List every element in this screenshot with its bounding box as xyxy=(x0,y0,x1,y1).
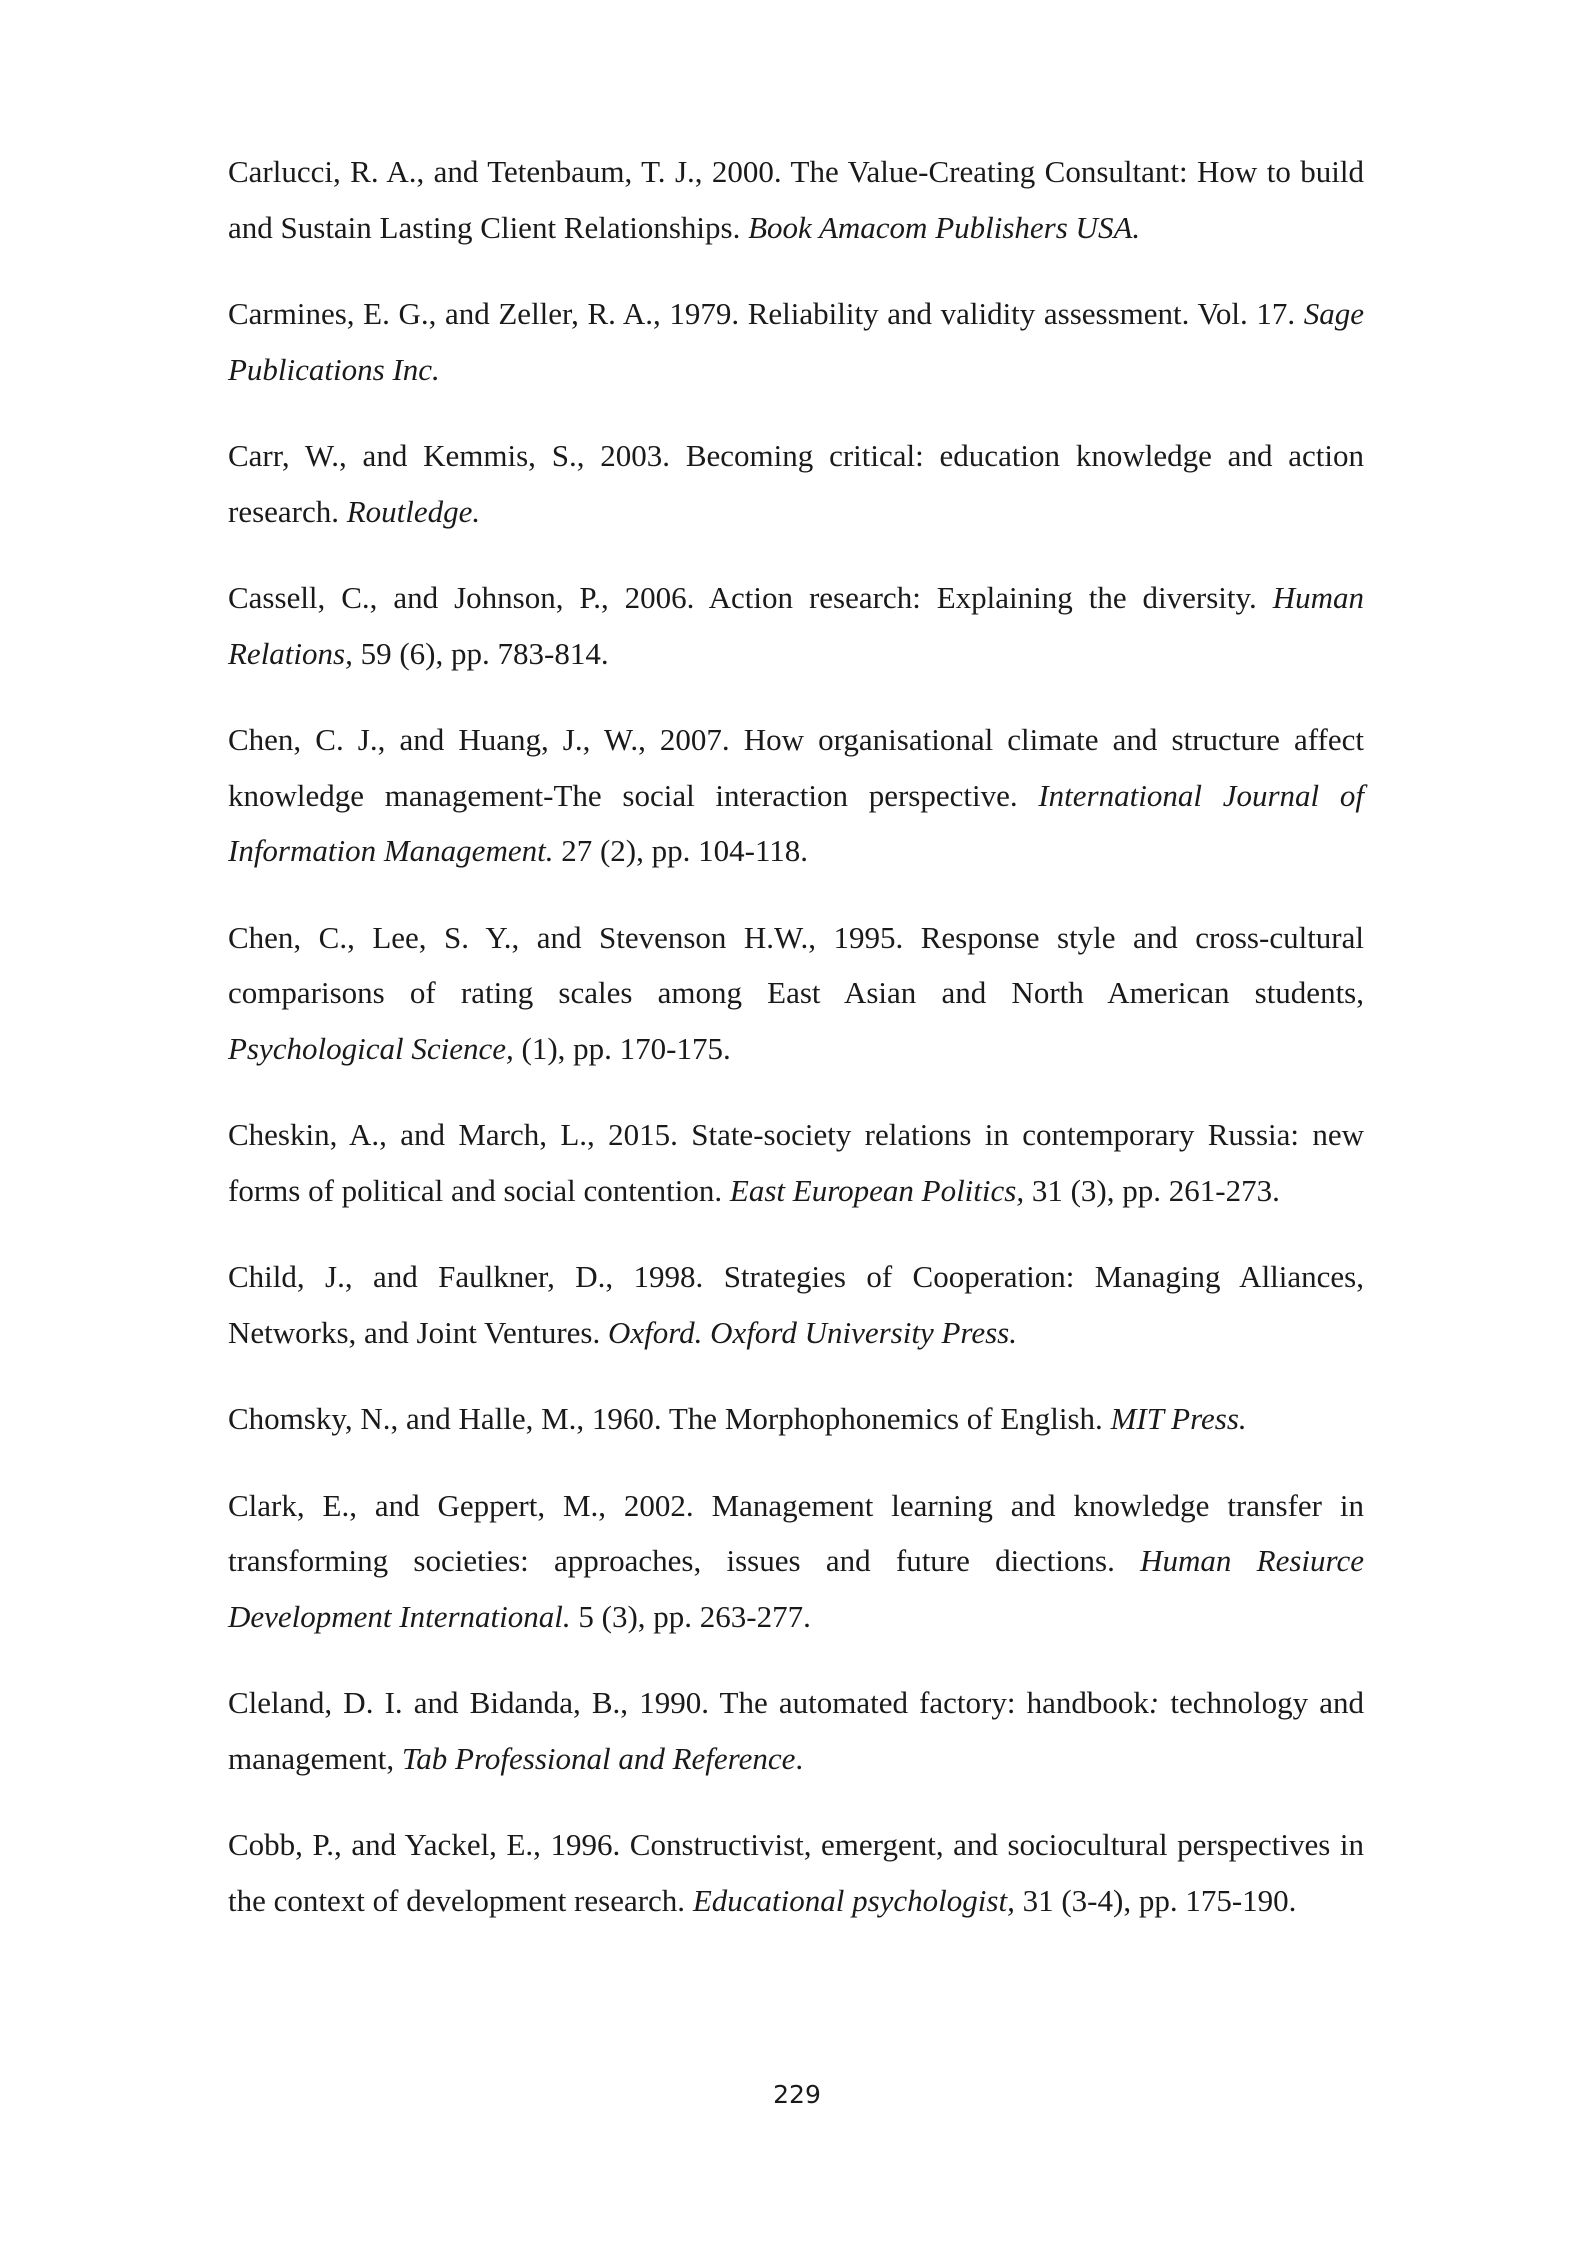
reference-source: : xyxy=(1148,1685,1160,1720)
reference-source: Sage Publications Inc. xyxy=(228,296,1364,387)
reference-entry xyxy=(228,712,1364,879)
reference-entry xyxy=(228,1478,1364,1645)
reference-text: Cobb, P., and Yackel, E., 1996. Constructivist, emergent, and sociocultural perspectives in the context of development research. xyxy=(228,1827,1364,1918)
reference-details: . xyxy=(795,1740,804,1776)
reference-entry xyxy=(228,286,1364,397)
reference-entry xyxy=(228,1817,1364,1928)
reference-text: Cleland, D. I. and Bidanda, B., 1990. The automated factory: handbook xyxy=(228,1685,1149,1720)
reference-details: 27 (2), pp. 104-118. xyxy=(553,833,809,868)
reference-source: MIT Press. xyxy=(1110,1401,1247,1436)
reference-details: (1), pp. 170-175. xyxy=(513,1030,731,1066)
reference-source: International Journal of Information Management. xyxy=(228,777,1364,868)
reference-text: Cheskin, A., and March, L., 2015. State-society relations in contemporary Russia: new forms of political and social contention. xyxy=(228,1117,1364,1208)
page-number: 229 xyxy=(773,2080,821,2109)
reference-text: Chen, C. J., and Huang, J., W., 2007. How organisational climate and structure affect knowledge management-The social interaction perspective. xyxy=(228,722,1364,813)
reference-entry xyxy=(228,1249,1364,1360)
reference-text: Cassell, C., and Johnson, P., 2006. Action research: Explaining the diversity. xyxy=(228,580,1273,615)
reference-text: Carlucci, R. A., and Tetenbaum, T. J., 2000. The Value-Creating Consultant: How to build and Sustain Lasting Client Relationships. xyxy=(228,154,1364,245)
reference-text: Chomsky, N., and Halle, M., 1960. The Morphophonemics of English. xyxy=(228,1401,1111,1436)
reference-entry xyxy=(228,144,1364,255)
reference-source: East European Politics, xyxy=(729,1172,1025,1208)
reference-entry xyxy=(228,910,1364,1077)
reference-entry xyxy=(228,1675,1364,1786)
reference-entry xyxy=(228,570,1364,681)
reference-list xyxy=(228,144,1364,1959)
reference-entry xyxy=(228,428,1364,539)
reference-details: 59 (6), pp. 783-814. xyxy=(352,635,609,671)
reference-source: Book Amacom Publishers USA. xyxy=(748,209,1141,245)
reference-text: Clark, E., and Geppert, M., 2002. Management learning and knowledge transfer in transforming societies: approaches, issues and future diections. xyxy=(228,1487,1364,1578)
reference-source: Psychological Science, xyxy=(228,1030,514,1066)
reference-details: 31 (3-4), pp. 175-190. xyxy=(1014,1882,1297,1918)
reference-source: Oxford. Oxford University Press. xyxy=(608,1314,1017,1350)
reference-details: 5 (3), pp. 263-277. xyxy=(570,1598,811,1634)
reference-details: technology and management, xyxy=(228,1685,1364,1776)
reference-source: Human Resiurce Development International. xyxy=(228,1543,1364,1634)
reference-source: Human Relations, xyxy=(228,580,1364,671)
reference-source: Educational psychologist, xyxy=(692,1882,1015,1918)
reference-entry xyxy=(228,1107,1364,1218)
reference-text: Carr, W., and Kemmis, S., 2003. Becoming critical: education knowledge and action research. xyxy=(228,438,1364,529)
reference-text: Carmines, E. G., and Zeller, R. A., 1979. Reliability and validity assessment. Vol. 17. xyxy=(228,296,1304,331)
reference-entry xyxy=(228,1391,1364,1447)
reference-text: Child, J., and Faulkner, D., 1998. Strategies of Cooperation: Managing Alliances, Networks, and Joint Ventures. xyxy=(228,1259,1364,1350)
reference-source: Routledge. xyxy=(346,493,481,529)
reference-details: 31 (3), pp. 261-273. xyxy=(1024,1172,1280,1208)
reference-text: Chen, C., Lee, S. Y., and Stevenson H.W., 1995. Response style and cross-cultural comparisons of rating scales among East Asian and North American students, xyxy=(228,919,1364,1010)
reference-source: Tab Professional and Reference xyxy=(401,1740,796,1776)
